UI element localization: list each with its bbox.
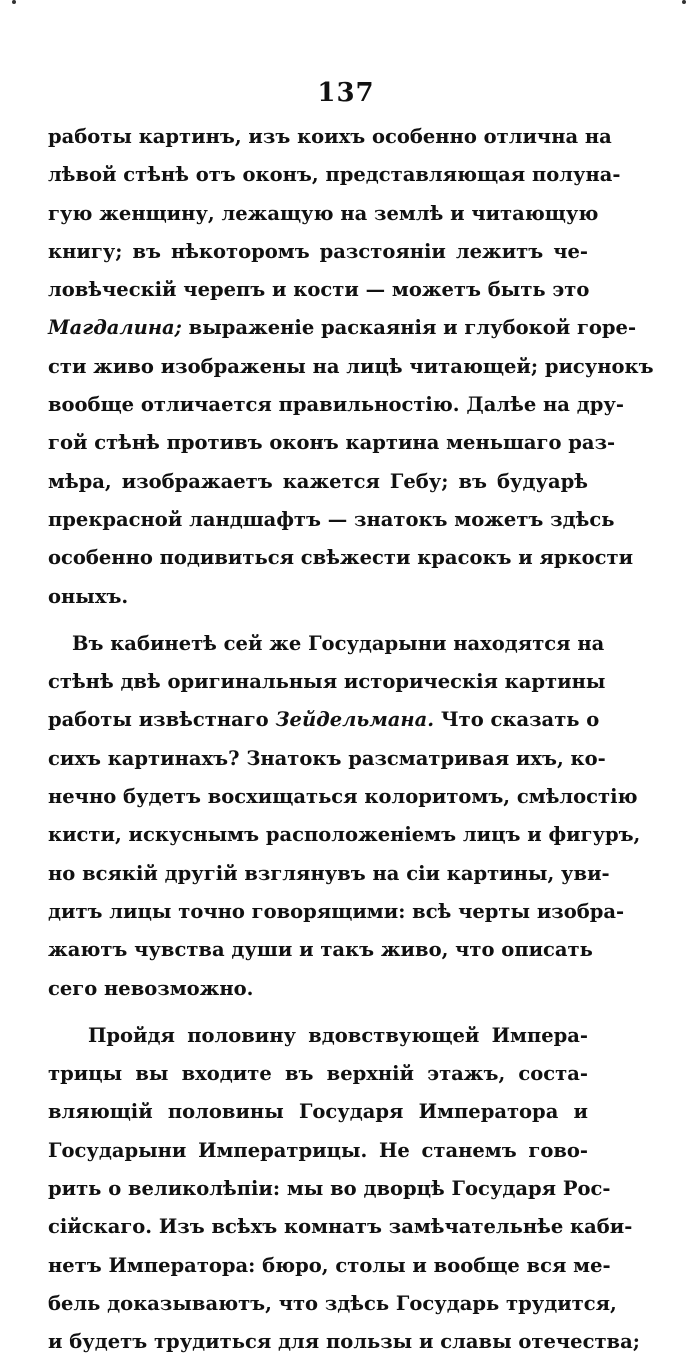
text-line [48,893,625,931]
text-segment: Что сказать о [434,708,600,732]
text-line [48,1170,611,1208]
text-line [48,740,606,778]
body-text [48,118,654,1362]
text-segment: жаютъ чувства души и такъ живо, что описать [48,938,593,962]
text-segment: трицы вы входите въ верхній этажъ, соста- [48,1062,588,1086]
italic-name: Магдалина; [48,316,182,340]
text-line [48,195,599,233]
text-line [48,271,588,309]
text-line [48,816,641,854]
text-line [48,625,605,663]
text-line [48,1132,588,1170]
print-speck [12,0,16,4]
text-line [48,424,616,462]
text-line [48,309,637,347]
text-segment: кисти, искуснымъ расположеніемъ лицъ и фигуръ, [48,823,641,847]
text-line [48,233,588,271]
text-segment: сти живо изображены на лицѣ читающей; рисунокъ [48,354,654,378]
text-segment: но всякій другій взглянувъ на сіи картины, уви- [48,861,610,885]
paragraph [48,1017,640,1362]
print-speck [682,0,686,4]
paragraph [48,118,654,616]
text-segment: лѣвой стѣнѣ отъ оконъ, представляющая полуна- [48,163,621,187]
paragraph-gap [48,616,588,625]
text-line [48,970,588,1008]
text-segment: оныхъ. [48,584,129,608]
text-line [48,1093,588,1131]
text-line [48,1285,617,1323]
text-line [48,663,606,701]
text-segment: Въ кабинетѣ сей же Государыни находятся на [72,631,605,655]
text-line [48,463,588,501]
text-segment: нечно будетъ восхищаться колоритомъ, смѣлостію [48,785,638,809]
text-line [48,778,638,816]
text-segment: прекрасной ландшафтъ — знатокъ можетъ здѣсь [48,507,615,531]
text-line [48,1017,588,1055]
text-segment: стѣнѣ двѣ оригинальныя историческія картины [48,670,606,694]
paragraph [48,625,641,1008]
text-segment: мѣра, изображаетъ кажется Гебу; въ будуарѣ [48,469,588,493]
text-segment: работы картинъ, изъ коихъ особенно отлична на [48,125,612,148]
text-line [48,386,624,424]
text-segment: сійскаго. Изъ всѣхъ комнатъ замѣчательнѣе каби- [48,1215,633,1239]
text-segment: выраженіе раскаянія и глубокой горе- [181,316,637,340]
text-line [48,1055,588,1093]
text-segment: нетъ Императора: бюро, столы и вообще вся ме- [48,1253,611,1277]
page-number: 137 [317,78,375,108]
text-line [48,348,654,386]
text-segment: книгу; въ нѣкоторомъ разстояніи лежитъ че- [48,239,588,263]
text-line [48,1247,611,1285]
text-segment: работы извѣстнаго [48,708,276,732]
text-segment: рить о великолѣпіи: мы во дворцѣ Государя Рос- [48,1177,611,1201]
text-line [48,1208,633,1246]
text-segment: ловѣческій черепъ и кости — можетъ быть это [48,278,590,302]
text-segment: Пройдя половину вдовствующей Импера- [88,1023,588,1047]
text-line [48,539,634,577]
text-segment: вообще отличается правильностію. Далѣе на дру- [48,393,624,417]
paragraph-gap [48,1008,588,1017]
text-line [48,118,612,156]
text-segment: и будетъ трудиться для пользы и славы отечества; [48,1330,640,1354]
text-segment: бель доказываютъ, что здѣсь Государь трудится, [48,1291,617,1315]
text-segment: гую женщину, лежащую на землѣ и читающую [48,201,599,225]
text-segment: Государыни Императрицы. Не станемъ гово- [48,1138,588,1162]
text-line [48,855,610,893]
italic-name: Зейдельмана. [275,708,435,732]
text-line [48,931,593,969]
text-line [48,1323,640,1361]
text-segment: особенно подивиться свѣжести красокъ и яркости [48,546,634,570]
text-line [48,578,588,616]
text-line [48,701,600,739]
text-line [48,501,615,539]
text-segment: вляющій половины Государя Императора и [48,1100,588,1124]
text-line [48,156,621,194]
text-segment: дитъ лицы точно говорящими: всѣ черты изобра- [48,899,625,923]
text-segment: гой стѣнѣ противъ оконъ картина меньшаго раз- [48,431,616,455]
text-segment: сего невозможно. [48,976,254,1000]
text-segment: сихъ картинахъ? Знатокъ разсматривая ихъ, ко- [48,746,606,770]
